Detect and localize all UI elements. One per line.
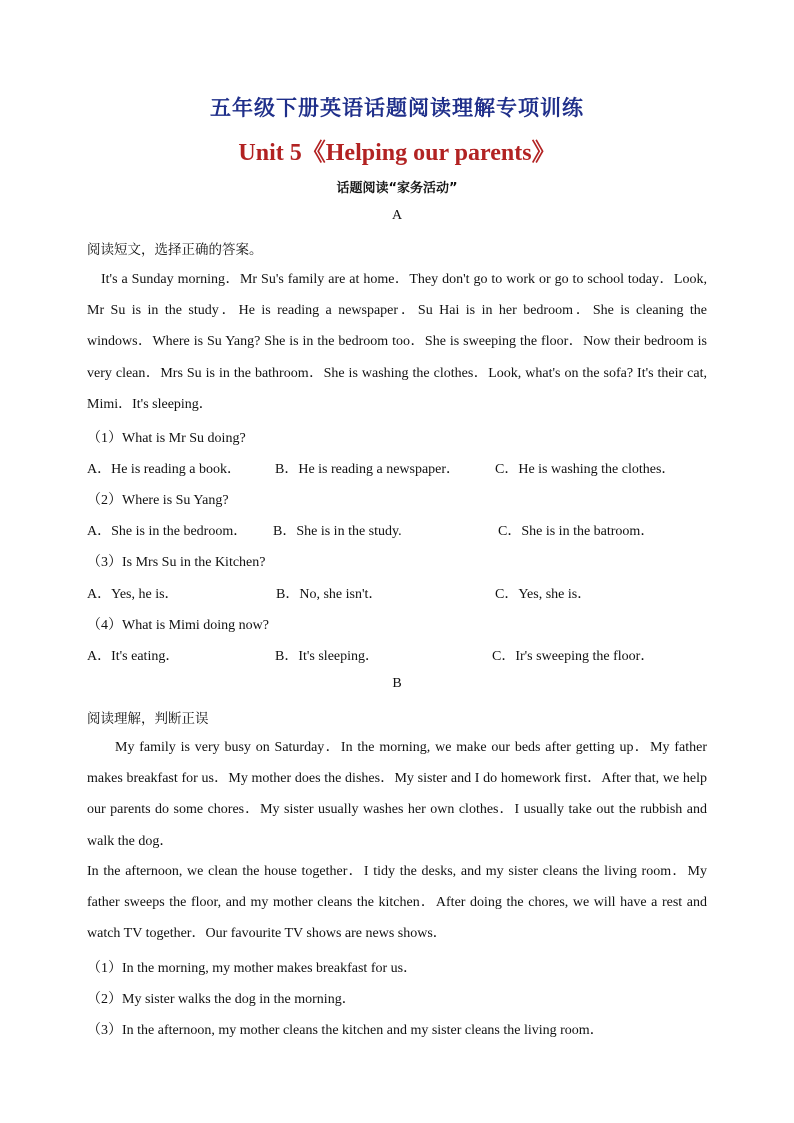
question-4: （4）What is Mimi doing now? <box>87 618 269 633</box>
section-b-passage-afternoon: In the afternoon, we clean the house together．I tidy the desks, and my sister cleans the living room．My father sweeps the floor, and my mother cleans the kitchen．After doing the chores, we will have a rest and watch TV together．Our favourite TV shows are news shows． <box>87 864 707 942</box>
question-4-option-b: B．It's sleeping． <box>275 649 380 664</box>
question-2-option-b: B．She is in the study. <box>273 524 402 539</box>
question-3-option-a: A．Yes, he is． <box>87 587 179 602</box>
section-b-label: B <box>392 676 402 691</box>
section-a-label: A <box>391 208 403 223</box>
question-4-option-c: C．Ir's sweeping the floor． <box>492 649 655 664</box>
question-4-option-a: A．It's eating． <box>87 649 180 664</box>
section-a-passage: It's a Sunday morning．Mr Su's family are at home．They don't go to work or go to school today．Look, Mr Su is in the study．He is reading a newspaper．Su Hai is in her bedroom．She is cleaning the windows．Where is Su Yang? She is in the bedroom too．She is sweeping the floor．Now their bedroom is very clean．Mrs Su is in the bathroom．She is washing the clothes．Look, what's on the sofa? It's their cat, Mimi．It's sleeping． <box>87 272 707 412</box>
question-1-option-c: C．He is washing the clothes． <box>495 462 676 477</box>
section-a-instruction: 阅读短文，选择正确的答案。 <box>87 242 263 258</box>
section-b-instruction: 阅读理解，判断正误 <box>87 711 209 727</box>
statement-3: （3）In the afternoon, my mother cleans the kitchen and my sister cleans the living room． <box>87 1023 604 1038</box>
question-3-option-c: C．Yes, she is． <box>495 587 592 602</box>
question-2-option-c: C．She is in the batroom． <box>498 524 655 539</box>
question-2: （2）Where is Su Yang? <box>87 493 229 508</box>
statement-2: （2）My sister walks the dog in the morning． <box>87 992 356 1007</box>
unit-title: Unit 5《Helping our parents》 <box>238 140 556 166</box>
worksheet-title: 五年级下册英语话题阅读理解专项训练 <box>210 96 584 120</box>
question-1-option-a: A．He is reading a book． <box>87 462 241 477</box>
question-3-option-b: B．No, she isn't． <box>276 587 383 602</box>
question-1: （1）What is Mr Su doing? <box>87 431 246 446</box>
question-3: （3）Is Mrs Su in the Kitchen? <box>87 555 266 570</box>
statement-1: （1）In the morning, my mother makes breakfast for us． <box>87 961 418 976</box>
section-b-passage-morning: My family is very busy on Saturday．In the morning, we make our beds after getting up．My father makes breakfast for us．My mother does the dishes．My sister and I do homework first．After that, we help our parents do some chores．My sister usually washes her own clothes．I usually take out the rubbish and walk the dog． <box>87 740 707 849</box>
question-2-option-a: A．She is in the bedroom． <box>87 524 248 539</box>
question-1-option-b: B．He is reading a newspaper． <box>275 462 461 477</box>
topic-heading: 话题阅读“家务活动” <box>336 181 458 196</box>
